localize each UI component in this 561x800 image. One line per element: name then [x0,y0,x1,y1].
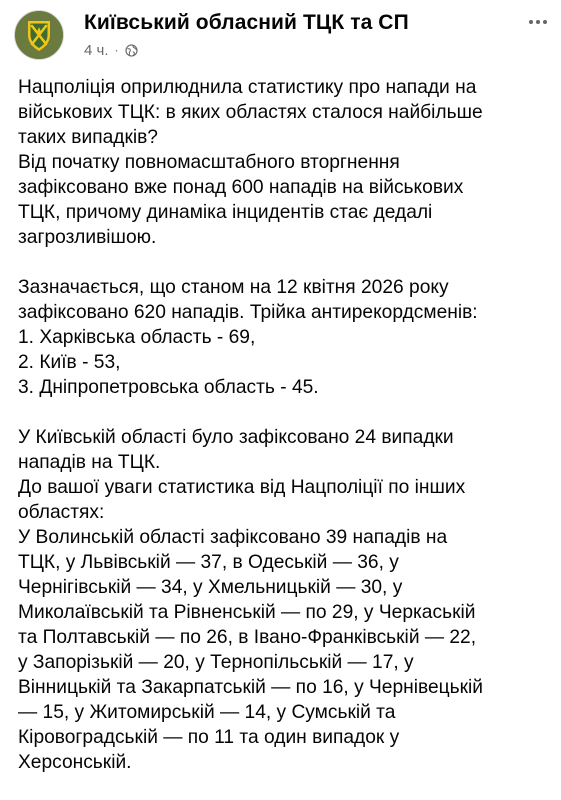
text-line: Зазначається, що станом на 12 квітня 2026 року [18,277,449,298]
list-item: 2. Київ - 53, [18,352,121,373]
paragraph-intro [18,75,553,250]
paragraph-other-regions [18,425,553,775]
text-line: Миколаївській та Рівненській — по 29, у Черкаській [18,602,476,623]
text-line: нападів на ТЦК. [18,452,161,473]
text-line: Вінницькій та Закарпатській — по 16, у Чернівецькій [18,677,484,698]
list-item: 3. Дніпропетровська область - 45. [18,377,319,398]
page-name-link[interactable]: Київський обласний ТЦК та СП [84,11,409,34]
text-line: ТЦК, причому динаміка інцидентів стає дедалі [18,202,433,223]
text-line: Нацполіція оприлюднила статистику про напади на [18,77,477,98]
text-line: — 15, у Житомирській — 14, у Сумській та [18,702,396,723]
globe-icon [125,44,138,57]
post-timestamp[interactable]: 4 ч. [84,41,109,59]
text-line: Від початку повномасштабного вторгнення [18,152,400,173]
text-line: та Полтавській — по 26, в Івано-Франківській — 22, [18,627,477,648]
post-meta [84,40,138,60]
text-line: загрозливішою. [18,227,157,248]
paragraph-gap [18,400,553,425]
text-line: таких випадків? [18,127,158,148]
text-line: Кіровоградській — по 11 та один випадок у [18,727,400,748]
text-line: військових ТЦК: в яких областях сталося найбільше [18,102,483,123]
text-line: у Запорізькій — 20, у Тернопільській — 17, у [18,652,414,673]
military-emblem-icon [15,11,63,59]
text-line: областях: [18,502,105,523]
meta-separator: · [114,43,119,57]
text-line: До вашої уваги статистика від Нацполіції по інших [18,477,466,498]
text-line: Херсонській. [18,752,132,773]
paragraph-top-regions [18,275,553,400]
paragraph-gap [18,250,553,275]
list-item: 1. Харківська область - 69, [18,327,256,348]
text-line: У Волинській області зафіксовано 39 нападів на [18,527,448,548]
text-line: ТЦК, у Львівській — 37, в Одеській — 36, у [18,552,399,573]
more-options-icon[interactable] [525,12,551,32]
text-line: Чернігівській — 34, у Хмельницькій — 30, у [18,577,403,598]
post-header [0,0,561,70]
post-text [18,75,553,775]
text-line: У Київській області було зафіксовано 24 випадки [18,427,454,448]
page-avatar[interactable] [14,10,64,60]
text-line: зафіксовано вже понад 600 нападів на військових [18,177,464,198]
text-line: зафіксовано 620 нападів. Трійка антирекордсменів: [18,302,478,323]
